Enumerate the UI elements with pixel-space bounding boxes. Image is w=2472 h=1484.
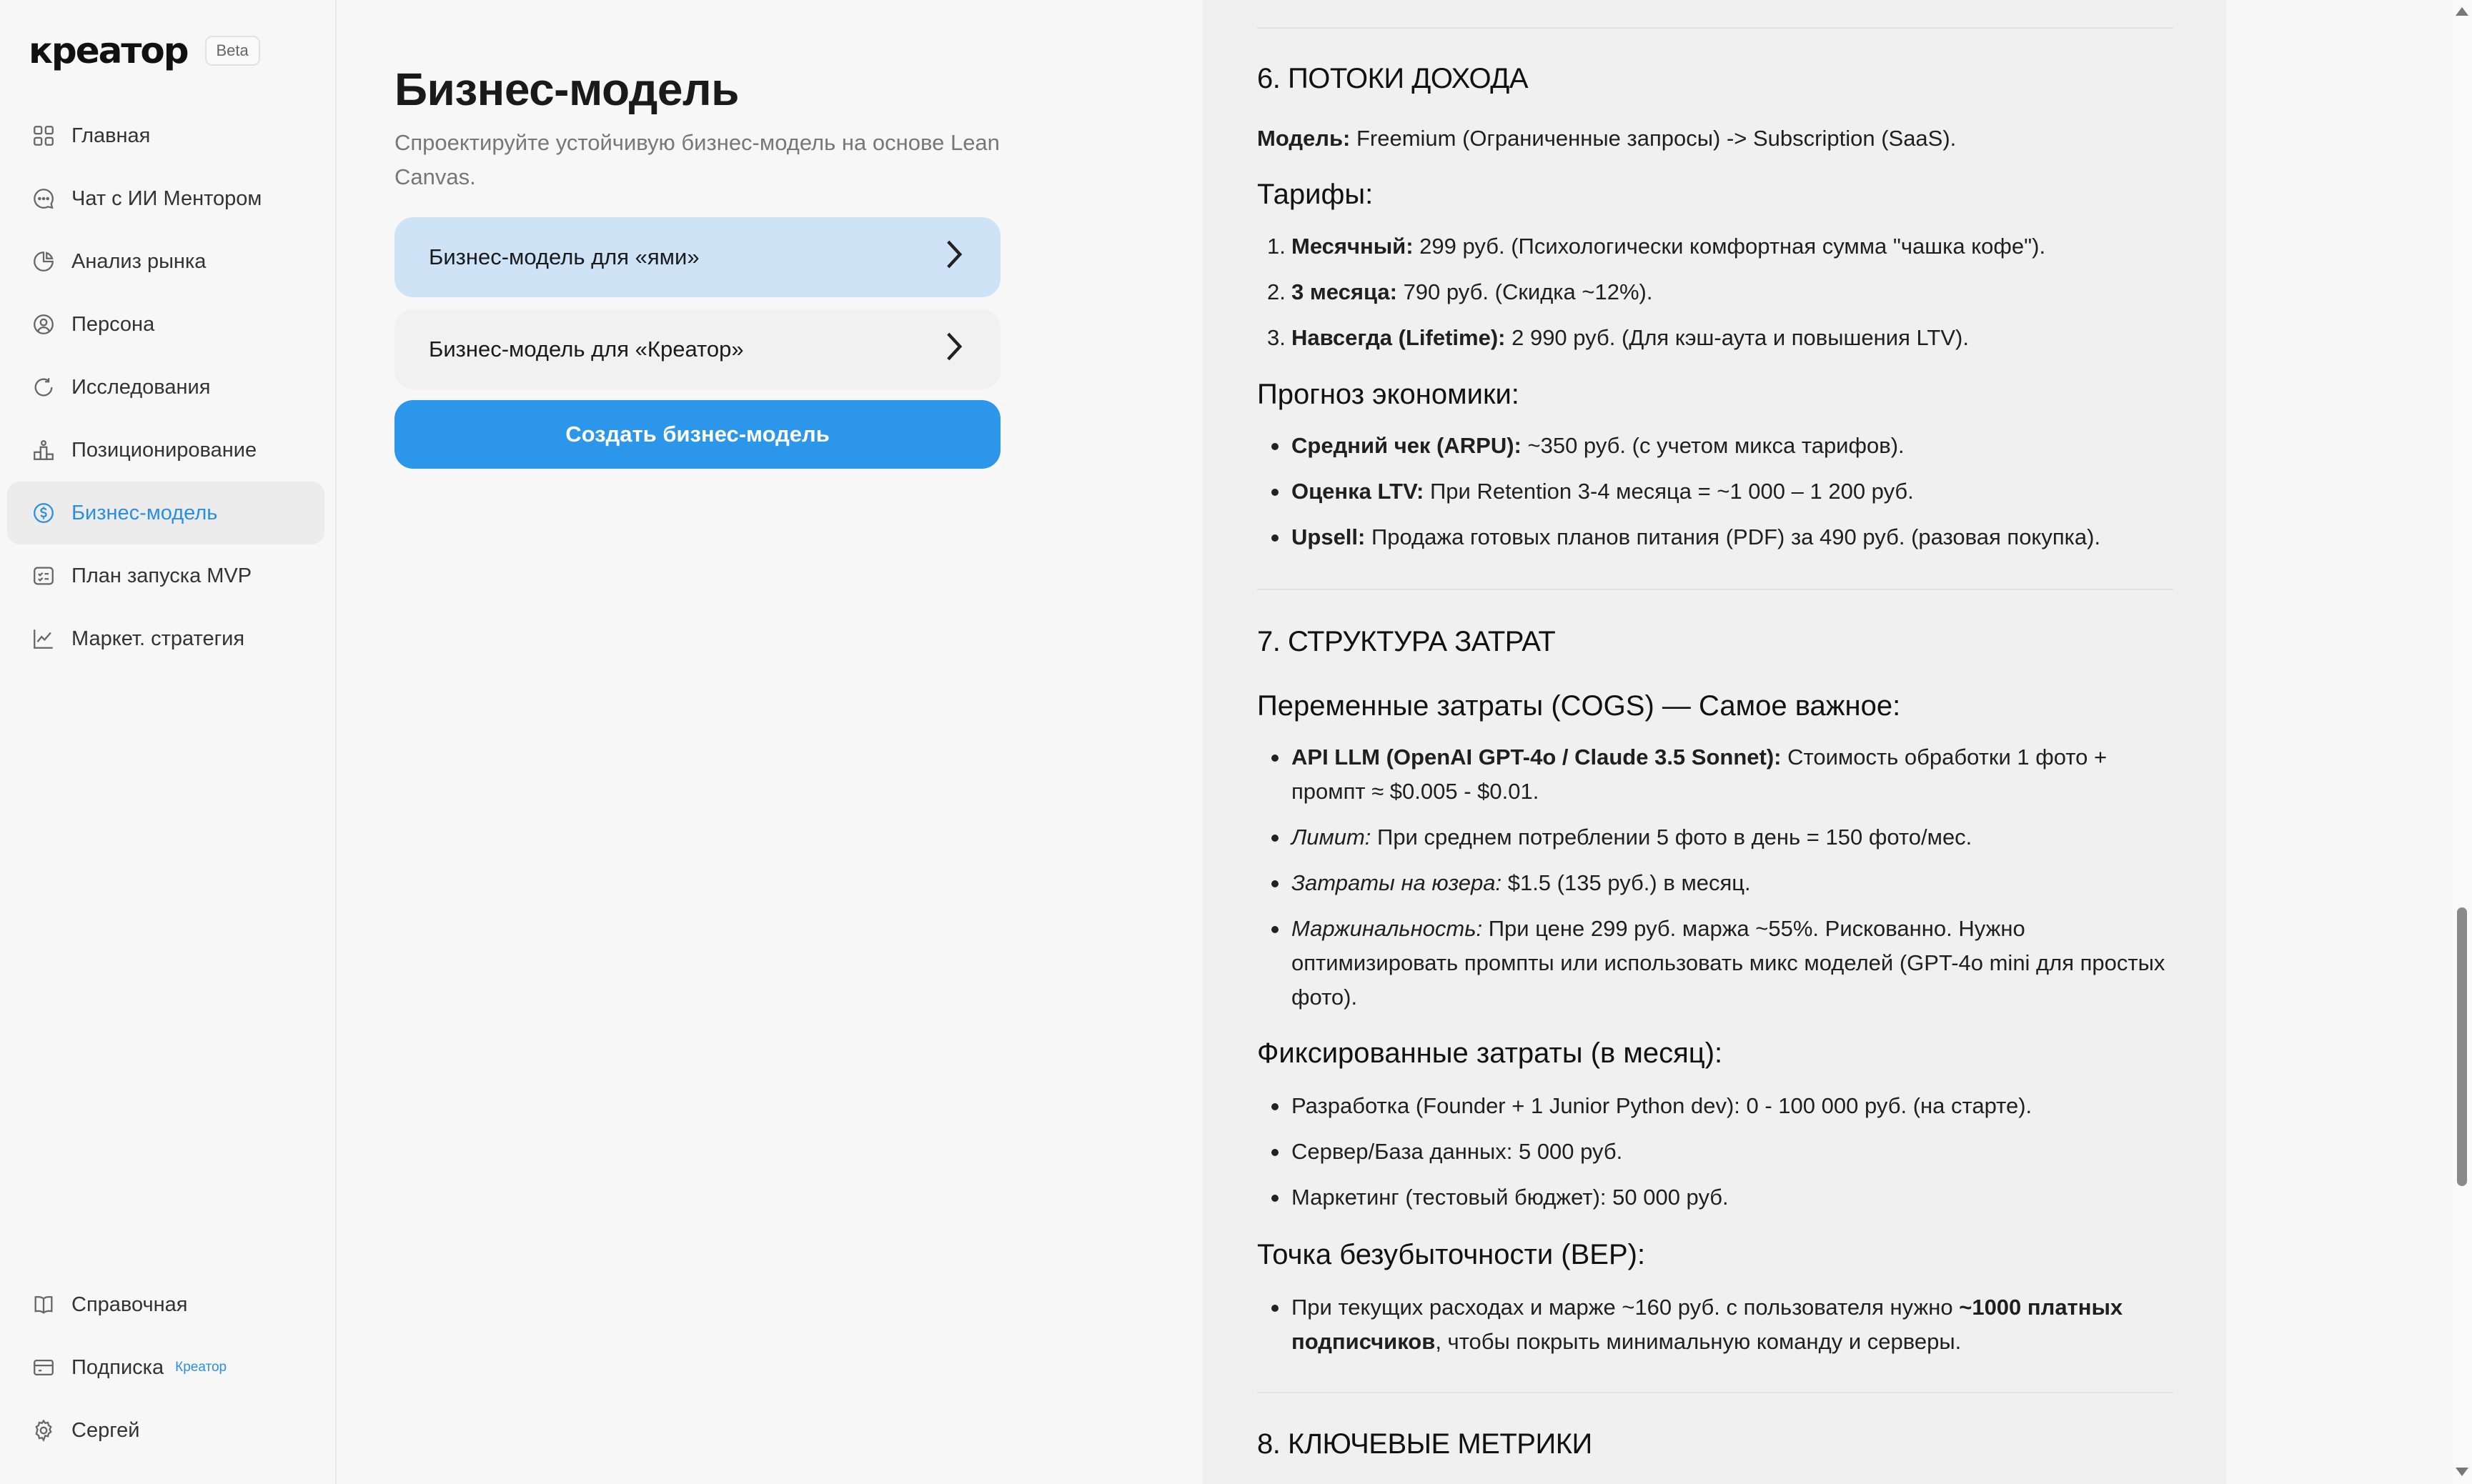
pie-chart-icon (31, 249, 56, 274)
chevron-right-icon (942, 239, 966, 276)
sidebar-item-label: План запуска MVP (71, 564, 252, 587)
scroll-down-arrow-icon[interactable] (2456, 1468, 2468, 1476)
list-item: Разработка (Founder + 1 Junior Python dev): 0 - 100 000 руб. (на старте). (1257, 1089, 2173, 1123)
list-item: Средний чек (ARPU): ~350 руб. (с учетом микса тарифов). (1257, 429, 2173, 463)
sidebar-item-user[interactable] (7, 1399, 324, 1462)
model-text: Freemium (Ограниченные запросы) -> Subscription (SaaS). (1350, 126, 1957, 151)
fixed-costs-list (1257, 1089, 2173, 1226)
model-line (1257, 121, 2173, 156)
divider (1257, 1392, 2173, 1393)
sidebar-item-subscription[interactable] (7, 1336, 324, 1399)
user-circle-icon (31, 312, 56, 337)
sidebar-item-label: Маркет. стратегия (71, 627, 245, 650)
sidebar-item-positioning[interactable] (7, 419, 324, 482)
sidebar-item-business-model[interactable] (7, 482, 324, 544)
sidebar-item-persona[interactable] (7, 293, 324, 356)
list-item: При текущих расходах и марже ~160 руб. с пользователя нужно ~1000 платных подписчиков, чтобы покрыть минимальную команду и серверы. (1257, 1290, 2173, 1359)
scroll-up-arrow-icon[interactable] (2456, 7, 2468, 16)
list-item: Лимит: При среднем потреблении 5 фото в день = 150 фото/мес. (1257, 820, 2173, 855)
sidebar-item-label: Исследования (71, 375, 211, 399)
list-item: Маркетинг (тестовый бюджет): 50 000 руб. (1257, 1180, 2173, 1215)
section-title: 6. ПОТОКИ ДОХОДА (1257, 63, 1529, 94)
sidebar-item-label: Чат с ИИ Ментором (71, 186, 262, 210)
subsection-title: Прогноз экономики: (1257, 379, 1519, 410)
list-item: Затраты на юзера: $1.5 (135 руб.) в месяц. (1257, 866, 2173, 900)
list-item: Маржинальность: При цене 299 руб. маржа ~55%. Рискованно. Нужно оптимизировать промпты или использовать микс моделей (GPT-4o mini для простых фото). (1257, 912, 2173, 1015)
refresh-icon (31, 375, 56, 399)
business-model-content (1203, 0, 2226, 1484)
checklist-icon (31, 564, 56, 588)
divider (1257, 589, 2173, 590)
grid-icon (31, 124, 56, 148)
sidebar-item-label: Персона (71, 312, 155, 336)
forecast-list (1257, 429, 2173, 566)
bep-list (1257, 1290, 2173, 1370)
subsection-title: Переменные затраты (COGS) — Самое важное: (1257, 690, 1901, 722)
page-subtitle: Спроектируйте устойчивую бизнес-модель на основе Lean Canvas. (394, 130, 1000, 189)
sidebar-item-mvp-plan[interactable] (7, 544, 324, 607)
sidebar-item-market-analysis[interactable] (7, 230, 324, 293)
sidebar-item-label: Справочная (71, 1293, 188, 1316)
list-item: Оценка LTV: При Retention 3-4 месяца = ~1 000 – 1 200 руб. (1257, 474, 2173, 509)
section-title: 7. СТРУКТУРА ЗАТРАТ (1257, 626, 1556, 657)
card-icon (31, 1355, 56, 1380)
sidebar-nav (7, 104, 324, 670)
sidebar-item-label: Позиционирование (71, 438, 257, 462)
list-item: Сервер/База данных: 5 000 руб. (1257, 1135, 2173, 1169)
podium-icon (31, 438, 56, 462)
trend-chart-icon (31, 627, 56, 651)
beta-badge: Beta (205, 36, 260, 66)
sidebar-item-reference[interactable] (7, 1273, 324, 1336)
divider (1257, 27, 2173, 29)
list-item: 3. Навсегда (Lifetime): 2 990 руб. (Для кэш-аута и повышения LTV). (1267, 325, 1969, 350)
subsection-title: Точка безубыточности (BEP): (1257, 1239, 1646, 1270)
business-model-card-selected[interactable] (394, 217, 1001, 297)
scrollbar-thumb[interactable] (2457, 907, 2467, 1186)
chat-icon (31, 186, 56, 211)
variable-costs-list (1257, 740, 2173, 1026)
tariffs-list (1257, 229, 2173, 367)
subscription-plan-tag: Креатор (175, 1360, 227, 1375)
sidebar (0, 0, 337, 1484)
create-business-model-button[interactable]: Создать бизнес-модель (394, 400, 1001, 469)
subsection-title: Фиксированные затраты (в месяц): (1257, 1037, 1723, 1069)
sidebar-item-label: Бизнес-модель (71, 501, 218, 524)
sidebar-item-label: Подписка (71, 1355, 164, 1379)
sidebar-item-chat[interactable] (7, 167, 324, 230)
card-label: Бизнес-модель для «Креатор» (429, 337, 744, 362)
business-model-card[interactable] (394, 309, 1001, 389)
list-item: API LLM (OpenAI GPT-4o / Claude 3.5 Sonnet): Стоимость обработки 1 фото + промпт ≈ $0.005 - $0.01. (1257, 740, 2173, 809)
sidebar-item-label: Главная (71, 124, 151, 147)
gear-icon (31, 1418, 56, 1443)
list-item: 2. 3 месяца: 790 руб. (Скидка ~12%). (1267, 279, 1653, 304)
sidebar-item-label: Сергей (71, 1418, 140, 1442)
list-item: 1. Месячный: 299 руб. (Психологически комфортная сумма "чашка кофе"). (1267, 234, 2046, 259)
sidebar-bottom (7, 1273, 324, 1462)
list-item: Upsell: Продажа готовых планов питания (PDF) за 490 руб. (разовая покупка). (1257, 520, 2173, 554)
card-label: Бизнес-модель для «ями» (429, 244, 700, 269)
chevron-right-icon (942, 331, 966, 368)
logo-row (29, 26, 260, 76)
subsection-title: Тарифы: (1257, 179, 1374, 210)
sidebar-item-marketing-strategy[interactable] (7, 607, 324, 670)
page-title: Бизнес-модель (394, 64, 739, 115)
book-icon (31, 1293, 56, 1317)
model-label: Модель: (1257, 126, 1351, 151)
app-logo[interactable]: креатор (29, 30, 188, 71)
sidebar-item-home[interactable] (7, 104, 324, 167)
sidebar-item-research[interactable] (7, 356, 324, 419)
dollar-circle-icon (31, 501, 56, 525)
scrollbar[interactable] (2453, 0, 2472, 1484)
sidebar-item-label: Анализ рынка (71, 249, 207, 273)
section-title: 8. КЛЮЧЕВЫЕ МЕТРИКИ (1257, 1428, 1592, 1460)
business-model-panel (338, 0, 1203, 1484)
